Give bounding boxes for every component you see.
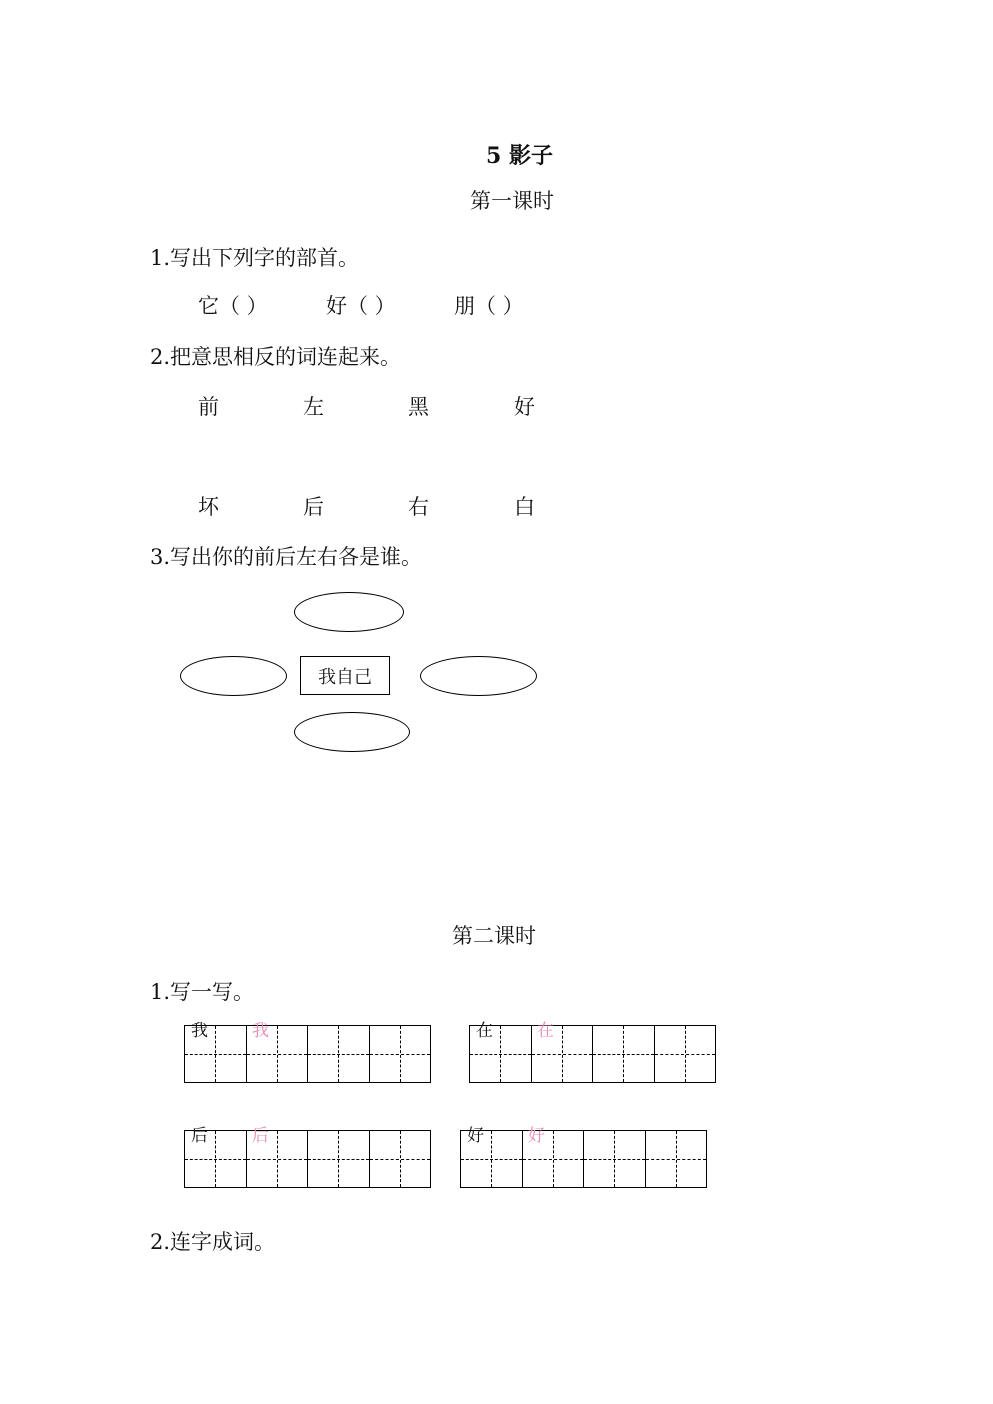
trace-char: 后 bbox=[252, 1126, 269, 1146]
grid-cell[interactable] bbox=[646, 1131, 707, 1187]
grid-cell[interactable] bbox=[370, 1131, 431, 1187]
radical-item: 它（ ） bbox=[198, 294, 268, 318]
grid-cell[interactable] bbox=[370, 1026, 431, 1082]
part1-q1-prompt: 1.写出下列字的部首。 bbox=[150, 246, 360, 270]
part1-q3-prompt: 3.写出你的前后左右各是谁。 bbox=[150, 545, 423, 569]
model-char: 好 bbox=[467, 1126, 484, 1146]
model-char: 我 bbox=[191, 1021, 208, 1041]
writing-grid[interactable] bbox=[184, 1025, 431, 1083]
trace-char: 好 bbox=[528, 1126, 545, 1146]
word-top: 好 bbox=[514, 395, 535, 419]
lesson-title: 5 影子 bbox=[486, 143, 553, 169]
writing-grid[interactable] bbox=[460, 1130, 707, 1188]
writing-grid[interactable] bbox=[469, 1025, 716, 1083]
answer-oval-front[interactable] bbox=[294, 592, 404, 632]
part2-q2-prompt: 2.连字成词。 bbox=[150, 1230, 276, 1254]
answer-oval-right[interactable] bbox=[420, 656, 537, 696]
part2-heading: 第二课时 bbox=[452, 924, 536, 948]
model-char: 在 bbox=[476, 1021, 493, 1041]
grid-cell[interactable] bbox=[308, 1131, 370, 1187]
part2-q1-prompt: 1.写一写。 bbox=[150, 980, 255, 1004]
word-bottom: 坏 bbox=[198, 495, 219, 519]
grid-cell[interactable] bbox=[655, 1026, 716, 1082]
grid-cell[interactable] bbox=[308, 1026, 370, 1082]
trace-char: 我 bbox=[252, 1021, 269, 1041]
writing-grid[interactable] bbox=[184, 1130, 431, 1188]
answer-oval-back[interactable] bbox=[294, 712, 410, 752]
radical-item: 朋（ ） bbox=[454, 294, 524, 318]
word-top: 黑 bbox=[408, 395, 429, 419]
word-top: 前 bbox=[198, 395, 219, 419]
word-bottom: 后 bbox=[303, 495, 324, 519]
radical-item: 好（ ） bbox=[326, 294, 396, 318]
part1-heading: 第一课时 bbox=[470, 189, 554, 213]
word-bottom: 白 bbox=[514, 495, 535, 519]
answer-oval-left[interactable] bbox=[180, 656, 287, 696]
grid-cell[interactable] bbox=[593, 1026, 655, 1082]
grid-cell[interactable] bbox=[584, 1131, 646, 1187]
word-top: 左 bbox=[303, 395, 324, 419]
word-bottom: 右 bbox=[408, 495, 429, 519]
model-char: 后 bbox=[191, 1126, 208, 1146]
trace-char: 在 bbox=[537, 1021, 554, 1041]
part1-q2-prompt: 2.把意思相反的词连起来。 bbox=[150, 345, 402, 369]
center-box: 我自己 bbox=[300, 656, 390, 695]
